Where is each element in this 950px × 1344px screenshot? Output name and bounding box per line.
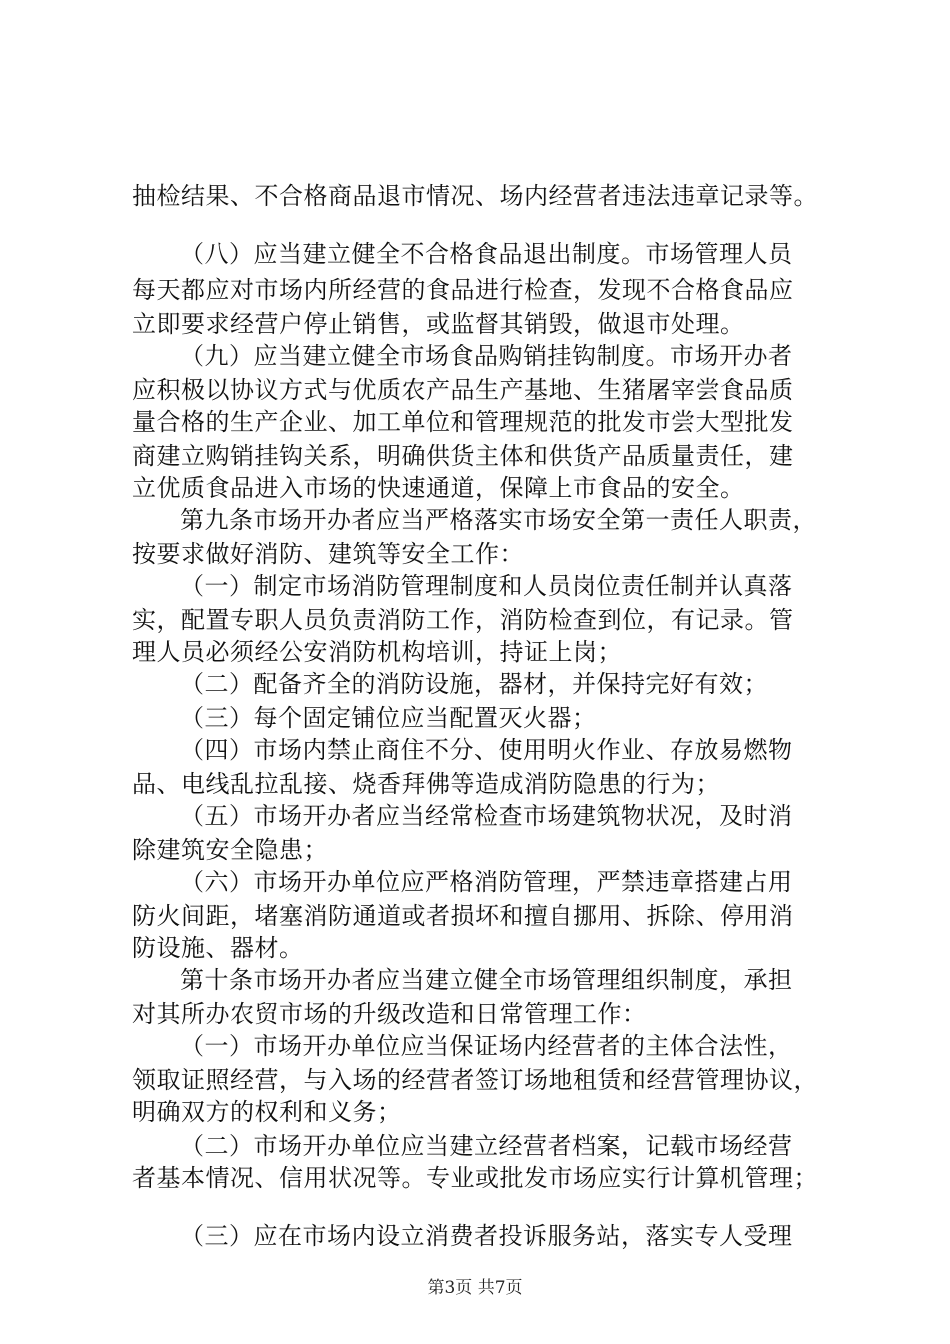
text-line: （三）每个固定铺位应当配置灭火器； [180,704,597,732]
text-line: （二）市场开办单位应当建立经营者档案，记载市场经营 [180,1132,793,1160]
text-line: 量合格的生产企业、加工单位和管理规范的批发市尝大型批发 [132,408,794,436]
text-line: 品、电线乱拉乱接、烧香拜佛等造成消防隐患的行为； [132,770,720,798]
text-line: 应积极以协议方式与优质农产品生产基地、生猪屠宰尝食品质 [132,376,794,404]
text-line: 防设施、器材。 [132,934,304,962]
text-line: 第十条市场开办者应当建立健全市场管理组织制度，承担 [180,966,793,994]
text-line: 立即要求经营户停止销售，或监督其销毁，做退市处理。 [132,310,745,338]
text-line: 者基本情况、信用状况等。专业或批发市场应实行计算机管理； [132,1164,818,1192]
text-line: （一）市场开办单位应当保证场内经营者的主体合法性， [180,1032,793,1060]
text-line: （五）市场开办者应当经常检查市场建筑物状况，及时消 [180,802,793,830]
text-line: （一）制定市场消防管理制度和人员岗位责任制并认真落 [180,572,793,600]
text-line: 立优质食品进入市场的快速通道，保障上市食品的安全。 [132,474,745,502]
text-line: （六）市场开办单位应严格消防管理，严禁违章搭建占用 [180,868,793,896]
text-line: 理人员必须经公安消防机构培训，持证上岗； [132,638,622,666]
text-line: （九）应当建立健全市场食品购销挂钩制度。市场开办者 [180,342,793,370]
text-line: 商建立购销挂钩关系，明确供货主体和供货产品质量责任，建 [132,442,794,470]
text-line: 明确双方的权利和义务； [132,1098,402,1126]
text-line: 除建筑安全隐患； [132,836,328,864]
text-line: 领取证照经营，与入场的经营者签订场地租赁和经营管理协议， [132,1066,818,1094]
text-line: （八）应当建立健全不合格食品退出制度。市场管理人员 [180,240,793,268]
text-line: 每天都应对市场内所经营的食品进行检查，发现不合格食品应 [132,276,794,304]
text-line: 对其所办农贸市场的升级改造和日常管理工作： [132,1000,647,1028]
page-number-footer: 第3页 共7页 [427,1278,523,1298]
text-line: （四）市场内禁止商住不分、使用明火作业、存放易燃物 [180,736,793,764]
text-line: 实，配置专职人员负责消防工作，消防检查到位，有记录。管 [132,606,794,634]
text-line: （二）配备齐全的消防设施，器材，并保持完好有效； [180,670,768,698]
text-line: （三）应在市场内设立消费者投诉服务站，落实专人受理 [180,1222,793,1250]
text-line: 第九条市场开办者应当严格落实市场安全第一责任人职责， [180,506,817,534]
text-line: 抽检结果、不合格商品退市情况、场内经营者违法违章记录等。 [132,182,818,210]
text-line: 按要求做好消防、建筑等安全工作： [132,540,524,568]
text-line: 防火间距，堵塞消防通道或者损坏和擅自挪用、拆除、停用消 [132,902,794,930]
